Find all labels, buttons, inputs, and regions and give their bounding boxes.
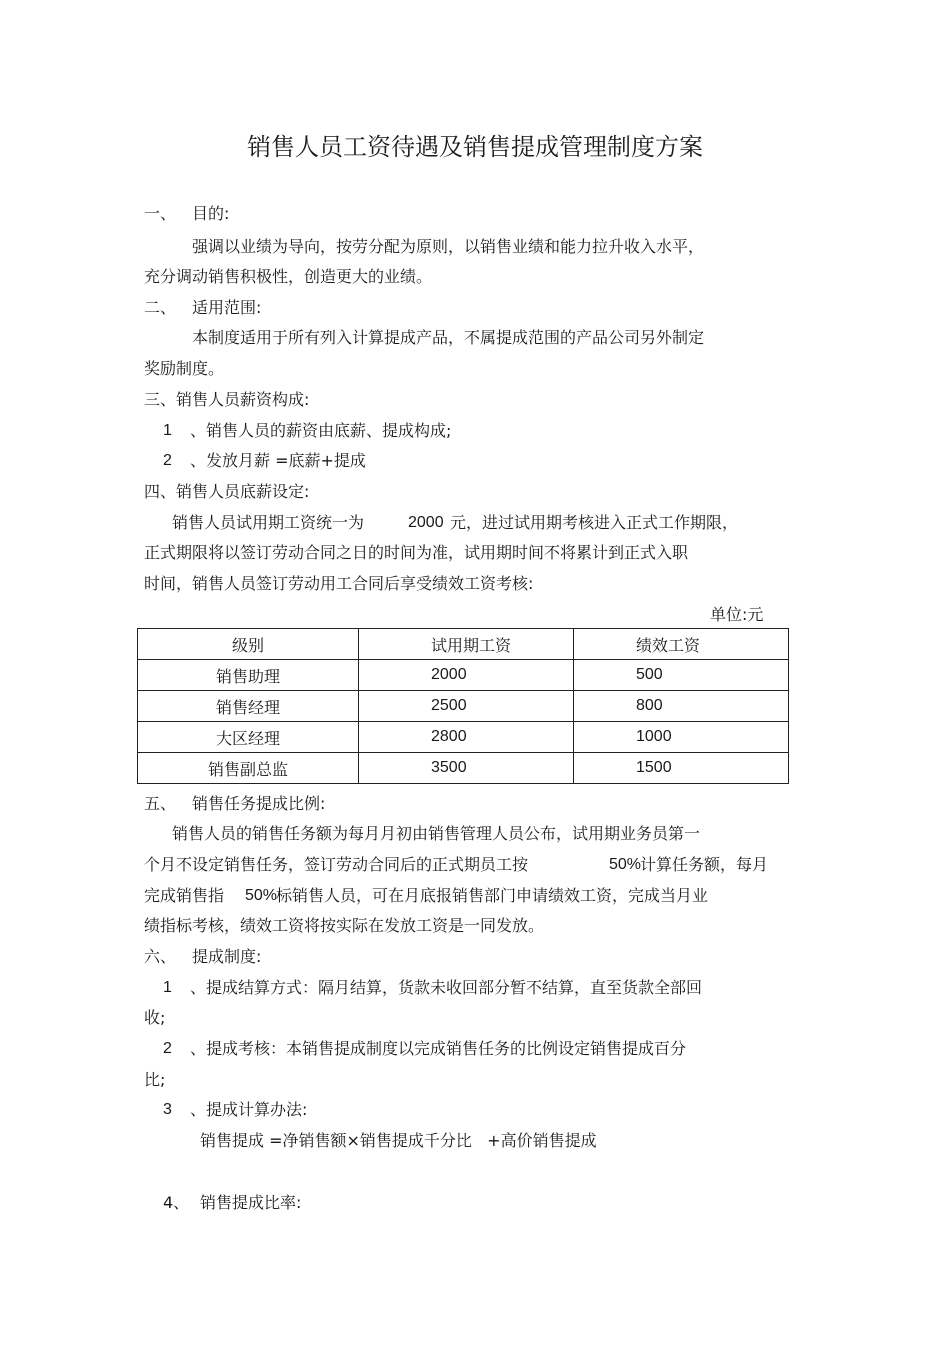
- section-1-paragraph-line-1: 强调以业绩为导向，按劳分配为原则，以销售业绩和能力拉升收入水平，: [192, 237, 705, 256]
- section-2-paragraph-line-1: 本制度适用于所有列入计算提成产品，不属提成范围的产品公司另外制定: [192, 328, 705, 347]
- section-5-line-2-text-a: 个月不设定销售任务，签订劳动合同后的正式期员工按: [144, 855, 529, 874]
- table-cell: 2800: [359, 722, 574, 753]
- section-5-line-4: 绩指标考核，绩效工资将按实际在发放工资是一同发放。: [144, 916, 545, 935]
- commission-formula: 销售提成 =净销售额×销售提成千分比 +高价销售提成: [200, 1131, 597, 1150]
- section-3-item-2-number: 2: [163, 452, 172, 469]
- section-5-line-2-text-b: 计算任务额，每月: [640, 855, 769, 874]
- section-4-line-1-value: 2000: [408, 514, 444, 531]
- section-6-item-4: 销售提成比率:: [200, 1193, 302, 1212]
- section-4-line-1-text-b: 元，进过试用期考核进入正式工作期限，: [450, 513, 739, 532]
- section-3-heading: 三、销售人员薪资构成:: [144, 390, 310, 409]
- section-6-item-1-continued: 收;: [144, 1008, 166, 1027]
- section-3-item-1: 、销售人员的薪资由底薪、提成构成;: [190, 421, 452, 440]
- section-2-paragraph-line-2: 奖励制度。: [144, 359, 225, 378]
- section-3-item-2: 、发放月薪 =底薪+提成: [190, 451, 366, 470]
- section-1-heading: 目的:: [192, 204, 230, 223]
- section-3-item-1-number: 1: [163, 422, 172, 439]
- section-4-line-3: 时间，销售人员签订劳动用工合同后享受绩效工资考核:: [144, 574, 534, 593]
- table-row: [138, 691, 789, 722]
- section-1-paragraph-line-2: 充分调动销售积极性，创造更大的业绩。: [144, 267, 433, 286]
- document-title: 销售人员工资待遇及销售提成管理制度方案: [247, 133, 703, 161]
- section-1-number: 一、: [144, 204, 177, 223]
- table-row: [138, 660, 789, 691]
- table-cell: 2000: [359, 660, 574, 691]
- salary-table: [137, 628, 789, 784]
- table-cell: 1000: [574, 722, 789, 753]
- table-header-cell: 试用期工资: [359, 629, 574, 660]
- section-5-line-2-value: 50%: [609, 856, 642, 873]
- section-2-number: 二、: [144, 298, 177, 317]
- section-6-item-2-continued: 比;: [144, 1070, 166, 1089]
- section-6-item-2-number: 2: [163, 1040, 172, 1057]
- section-6-item-1: 、提成结算方式：隔月结算，货款未收回部分暂不结算，直至货款全部回: [190, 978, 703, 997]
- section-5-line-1: 销售人员的销售任务额为每月月初由销售管理人员公布，试用期业务员第一: [172, 824, 701, 843]
- section-6-item-2: 、提成考核：本销售提成制度以完成销售任务的比例设定销售提成百分: [190, 1039, 687, 1058]
- unit-label: 单位:元: [710, 605, 764, 624]
- section-5-line-3-text-a: 完成销售指: [144, 886, 225, 905]
- section-6-item-3: 、提成计算办法:: [190, 1100, 308, 1119]
- section-4-line-1-text-a: 销售人员试用期工资统一为: [172, 513, 365, 532]
- table-cell: 销售助理: [138, 660, 359, 691]
- section-6-item-4-number: 4、: [163, 1193, 190, 1212]
- table-cell: 800: [574, 691, 789, 722]
- section-5-number: 五、: [144, 794, 177, 813]
- table-header-row: [138, 629, 789, 660]
- section-5-line-3-value: 50%: [245, 887, 278, 904]
- section-6-heading: 提成制度:: [192, 947, 262, 966]
- table-cell: 销售副总监: [138, 753, 359, 784]
- section-5-line-3-text-b: 标销售人员，可在月底报销售部门申请绩效工资，完成当月业: [276, 886, 709, 905]
- table-header-cell: 绩效工资: [574, 629, 789, 660]
- table-cell: 500: [574, 660, 789, 691]
- table-cell: 大区经理: [138, 722, 359, 753]
- table-row: [138, 722, 789, 753]
- section-6-item-1-number: 1: [163, 979, 172, 996]
- section-2-heading: 适用范围:: [192, 298, 262, 317]
- section-4-line-2: 正式期限将以签订劳动合同之日的时间为准，试用期时间不将累计到正式入职: [144, 543, 689, 562]
- table-header-cell: 级别: [138, 629, 359, 660]
- table-row: [138, 753, 789, 784]
- section-6-item-3-number: 3: [163, 1101, 172, 1118]
- table-cell: 1500: [574, 753, 789, 784]
- section-4-heading: 四、销售人员底薪设定:: [144, 482, 310, 501]
- section-6-number: 六、: [144, 947, 177, 966]
- table-cell: 3500: [359, 753, 574, 784]
- section-5-heading: 销售任务提成比例:: [192, 794, 326, 813]
- table-cell: 销售经理: [138, 691, 359, 722]
- table-cell: 2500: [359, 691, 574, 722]
